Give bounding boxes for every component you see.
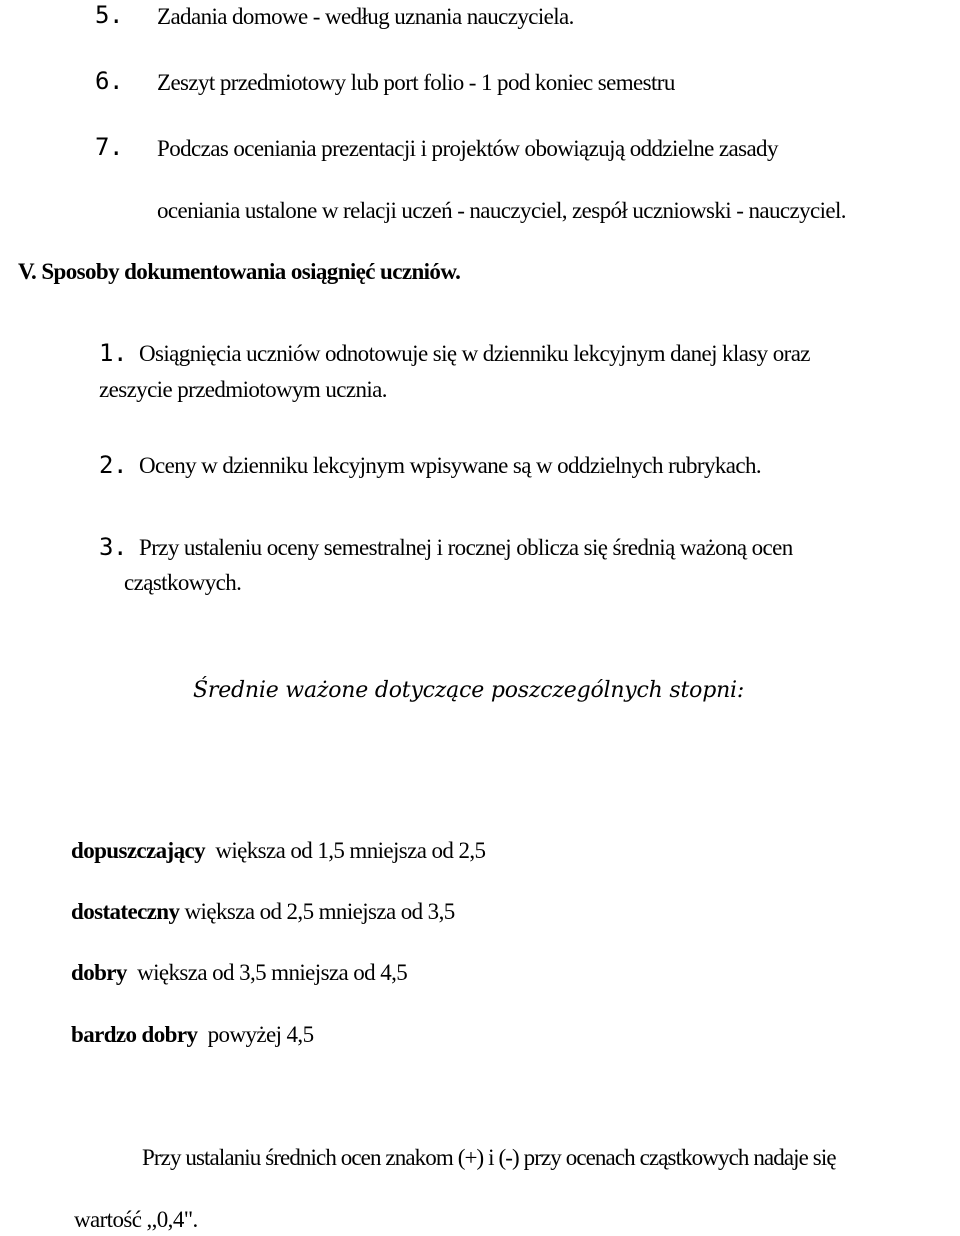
weighted-averages-subheading: Średnie ważone dotyczące poszczególnych stopni:	[193, 678, 745, 703]
list-item-text-5: Zadania domowe - według uznania nauczyciela.	[157, 4, 574, 29]
list-item-text-7-continuation: oceniania ustalone w relacji uczeń - nauczyciel, zespół uczniowski - nauczyciel.	[157, 198, 846, 223]
grade-range: większa od 2,5 mniejsza od 3,5	[184, 899, 455, 924]
list-item-number-7: 7.	[95, 133, 123, 161]
grade-range: większa od 3,5 mniejsza od 4,5	[137, 960, 408, 985]
list-item-text-7: Podczas oceniania prezentacji i projektów obowiązują oddzielne zasady	[157, 136, 778, 161]
grade-row	[71, 961, 407, 984]
footer-note-line-2: wartość ,,0,4".	[74, 1207, 198, 1232]
list-item-number-1: 1.	[99, 339, 127, 367]
grade-row	[71, 1023, 313, 1046]
list-item-number-6: 6.	[95, 67, 123, 95]
list-item-text-3: Przy ustaleniu oceny semestralnej i rocznej oblicza się średnią ważoną ocen	[139, 535, 793, 560]
grade-term: dostateczny	[71, 899, 180, 924]
list-item-text-1-continuation: zeszycie przedmiotowym ucznia.	[99, 377, 387, 402]
section-v-heading: V. Sposoby dokumentowania osiągnięć uczniów.	[18, 259, 461, 284]
grade-range: powyżej 4,5	[207, 1022, 314, 1047]
grade-term: dobry	[71, 960, 127, 985]
grade-range: większa od 1,5 mniejsza od 2,5	[215, 838, 486, 863]
list-item-number-5: 5.	[95, 1, 123, 29]
grade-row	[71, 839, 485, 862]
list-item-text-1: Osiągnięcia uczniów odnotowuje się w dzienniku lekcyjnym danej klasy oraz	[139, 341, 810, 366]
footer-note-line-1: Przy ustalaniu średnich ocen znakom (+) i (-) przy ocenach cząstkowych nadaje się	[142, 1145, 836, 1170]
list-item-text-2: Oceny w dzienniku lekcyjnym wpisywane są w oddzielnych rubrykach.	[139, 453, 762, 478]
grade-term: bardzo dobry	[71, 1022, 198, 1047]
list-item-number-2: 2.	[99, 451, 127, 479]
grade-term: dopuszczający	[71, 838, 206, 863]
list-item-text-3-continuation: cząstkowych.	[124, 570, 242, 595]
grade-row	[71, 900, 455, 923]
list-item-text-6: Zeszyt przedmiotowy lub port folio - 1 pod koniec semestru	[157, 70, 675, 95]
list-item-number-3: 3.	[99, 533, 127, 561]
